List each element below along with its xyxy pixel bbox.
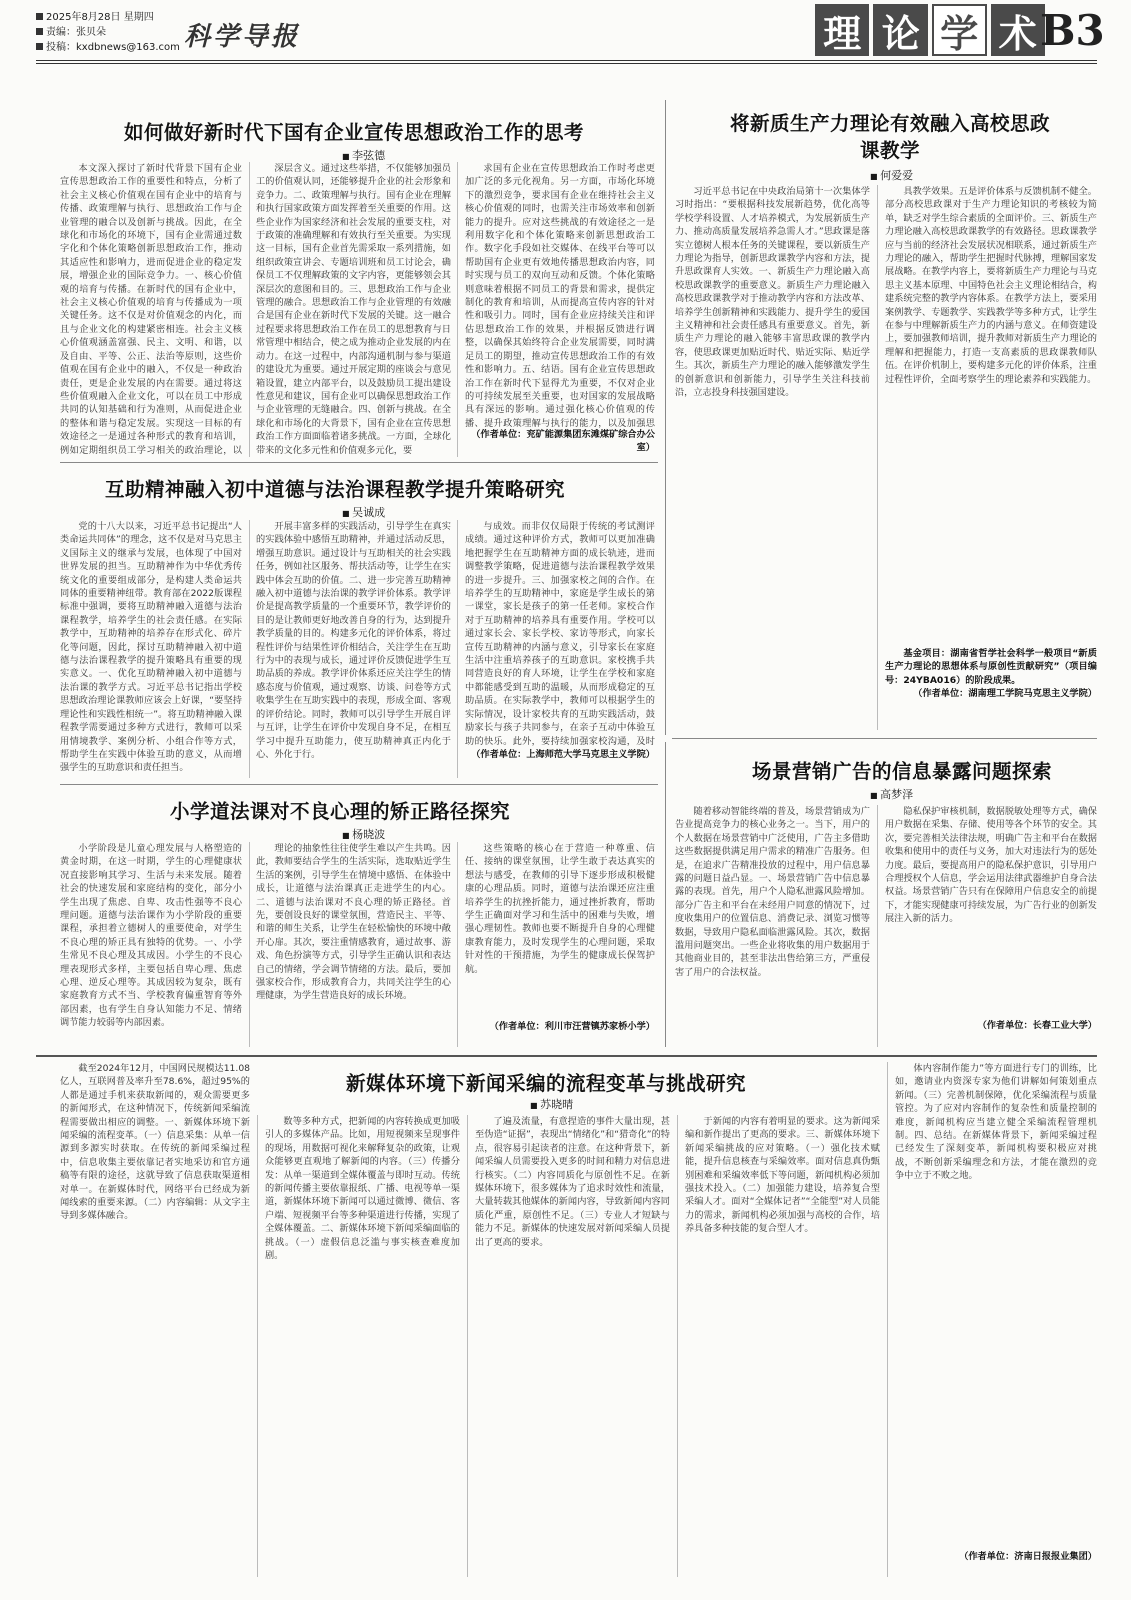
article-column: 深层含义。通过这些举措，不仅能够加强员工的价值观认同，还能够提升企业的社会形象和竞争力。二、政策理解与执行。国有企业在理解和执行国家政策方面发挥着至关重要的作用。这些企业作为国家经济和社会发展的重要支柱，对于政策的准确理解和有效执行至关重要。为实现这一目标，国有企业首先需采取一系列措施，如组织政策宣讲会、专题培训班和员工讨论会，确保员工不仅理解政策的文字内容，更能够领会其深层次的意图和目的。三、思想政治工作与企业管理的融合。思想政治工作与企业管理的有效融合是国有企业在新时代下发展的关键。这一融合过程要求将思想政治工作在员工的思想教育与日常管理中相结合，使之成为推动企业发展的内在动力。在这一过程中，内部沟通机制与参与渠道的建设尤为重要。通过开展定期的座谈会与意见箱设置，建立内部平台，以及鼓励员工提出建设性意见和建议，国有企业可以确保思想政治工作与企业管理的无缝融合。四、创新与挑战。在全球化和市场化的大背景下，国有企业在宣传思想政治工作方面面临着诸多挑战。一方面，全球化带来的文化多元性和价值观多元化，要 bbox=[256, 163, 451, 456]
section-char: 术 bbox=[991, 4, 1045, 56]
article-title: 如何做好新时代下国有企业宣传思想政治工作的思考 bbox=[124, 121, 585, 144]
section-char: 论 bbox=[873, 4, 927, 56]
article-column: 本文深入探讨了新时代背景下国有企业宣传思想政治工作的重要性和特点，分析了社会主义核心价值观在国有企业中的培育与传播、政策理解与执行、思想政治工作与企业管理的融合以及创新与挑战。因此，在全球化和市场化的环境下，国有企业需通过数字化和个体化策略创新思想政治工作，推动其适应性和影响力，进而促进企业的稳定发展，增强企业的国际竞争力。一、核心价值观的培育与传播。在新时代的国有企业中，社会主义核心价值观的培育与传播成为一项关键任务。这不仅是对价值观念的内化，而且与企业文化的构建紧密相连。社会主义核心价值观涵盖富强、民主、文明、和谐，以及自由、平等、公正、法治等原则，这些价值观在国有企业中的融入，不仅是一种政治责任，更是企业发展的内在需要。通过将这些价值观融入企业文化，可以在员工中形成共同的认知基础和行为准则，从而促进企业的整体和谐与稳定发展。实现这一目标的有效途径之一是通过各种形式的教育和培训，例如定期组织员工学习相关的政治理论，以 bbox=[60, 163, 242, 456]
newspaper-logo: 科学导报 bbox=[184, 22, 301, 52]
column-rule bbox=[257, 1115, 258, 1577]
article-divider bbox=[36, 1055, 1097, 1057]
masthead-meta bbox=[36, 10, 186, 55]
article-divider bbox=[672, 738, 1097, 739]
fund-note: 基金项目：湖南省哲学社会科学一般项目“新质生产力理论的思想体系与原创性贡献研究”（项目编号：24YBA016）的阶段成果。 bbox=[885, 648, 1097, 686]
page-number: B3 bbox=[1040, 6, 1105, 55]
article-column: 党的十八大以来，习近平总书记提出“人类命运共同体”的理念，这不仅是对马克思主义国际主义的继承与发展，也体现了中国对世界发展的担当。互助精神作为中华优秀传统文化的重要组成部分，是构建人类命运共同体的重要精神纽带。教育部在2022版课程标准中强调，要将互助精神融入道德与法治课程教学，培养学生的社会责任感。在实际教学中，互助精神的培养存在形式化、碎片化等问题，因此，探讨互助精神融入初中道德与法治课程教学的提升策略具有重要的现实意义。一、优化互助精神融入初中道德与法治课的教学方式。习近平总书记指出学校思想政治理论课教师应该会上好课，“要坚持理论性和实践性相统一”。将互助精神融入课程教学需要通过多种方式进行，教师可以采用情境教学、案例分析、小组合作等方式，帮助学生在实践中体验互助的意义，从而增强学生的互助意识和责任担当。 bbox=[60, 521, 242, 774]
author-affiliation: （作者单位：兖矿能源集团东滩煤矿综合办公室） bbox=[471, 429, 655, 454]
author-affiliation: （作者单位：上海师范大学马克思主义学院） bbox=[471, 749, 655, 760]
column-rule bbox=[467, 1115, 468, 1577]
article-column: 求国有企业在宣传思想政治工作时考虑更加广泛的多元化视角。另一方面，市场化环境下的激烈竞争，要求国有企业在维持社会主义核心价值观的同时，也需关注市场效率和创新能力的提升。应对这些挑战的有效途径之一是利用数字化和个体化策略来创新思想政治工作。数字化手段如社交媒体、在线平台等可以帮助国有企业更有效地传播思想政治内容，同时实现与员工的双向互动和反馈。个体化策略则意味着根据不同员工的背景和需求，提供定制化的教育和培训，从而提高宣传内容的针对性和吸引力。同时，国有企业应持续关注和评估思想政治工作的效果，并根据反馈进行调整，以确保其始终符合企业发展需要，同时满足员工的期望，推动宣传思想政治工作的有效性和影响力。五、结语。国有企业宣传思想政治工作在新时代下显得尤为重要，不仅对企业的可持续发展至关重要，也对国家的发展战略具有深远的影响。通过强化核心价值观的传播、提升政策理解与执行的能力，以及加强思 （作者单位：兖矿能源集团东滩煤矿综合办公室） bbox=[465, 163, 655, 454]
article-column: 这些策略的核心在于营造一种尊重、信任、接纳的课堂氛围，让学生敢于表达真实的想法与感受，在教师的引导下逐步形成积极健康的心理品质。同时，道德与法治课还应注重培养学生的抗挫折能力，通过挫折教育，帮助学生正确面对学习和生活中的困难与失败，增强心理韧性。教师也要不断提升自身的心理健康教育能力，及时发现学生的心理问题，采取针对性的干预措施，为学生的健康成长保驾护航。 （作者单位：利川市汪营镇苏家桥小学） bbox=[465, 843, 655, 1032]
article-title: 小学道法课对不良心理的矫正路径探究 bbox=[170, 800, 511, 823]
submission-email: 投稿：kxdbnews@163.com bbox=[36, 40, 186, 55]
section-char: 学 bbox=[932, 4, 987, 56]
article-column: 与成效。而非仅仅局限于传统的考试测评成绩。通过这种评价方式，教师可以更加准确地把握学生在互助精神方面的成长轨迹，进而调整教学策略，促进道德与法治课程教学效果的进一步提升。三、加强家校之间的合作。在培养学生的互助精神中，家庭是学生成长的第一课堂，家长是孩子的第一任老师。家校合作对于互助精神的培养具有重要作用。学校可以通过家长会、家长学校、家访等形式，向家长宣传互助精神的内涵与意义，引导家长在家庭生活中注重培养孩子的互助意识。家校携手共同营造良好的育人环境，让学生在学校和家庭中都能感受到互助的温暖，从而形成稳定的互助品质。在实际教学中，教师可以根据学生的实际情况，设计家校共育的互助实践活动，鼓励家长与孩子共同参与，在亲子互动中体验互助的快乐。此外，要持续加强家校沟通，及时 （作者单位：上海师范大学马克思主义学院） bbox=[465, 521, 655, 760]
section-title bbox=[815, 4, 1045, 56]
article-column: 小学阶段是儿童心理发展与人格塑造的黄金时期，在这一时期，学生的心理健康状况直接影响其学习、生活与未来发展。随着社会的快速发展和家庭结构的变化，部分小学生出现了焦虑、自卑、攻击性强等不良心理问题。道德与法治课作为小学阶段的重要课程，承担着立德树人的重要使命，对学生不良心理的矫正具有独特的优势。一、小学生常见不良心理及其成因。小学生的不良心理表现形式多样，主要包括自卑心理、焦虑心理、逆反心理等。其成因较为复杂，既有家庭教育方式不当、学校教育偏重智育等外部因素，也有学生自身认知能力不足、情绪调节能力较弱等内部因素。 bbox=[60, 843, 242, 1029]
article-author: ■ 何爱爱 bbox=[870, 167, 913, 183]
article-title: 互助精神融入初中道德与法治课程教学提升策略研究 bbox=[105, 478, 566, 501]
article-title: 新媒体环境下新闻采编的流程变革与挑战研究 bbox=[346, 1072, 747, 1095]
page-divider bbox=[665, 742, 666, 1047]
column-rule bbox=[457, 162, 458, 457]
article-column: 体内容制作能力”等方面进行专门的训练，比如，邀请业内资深专家为他们讲解如何策划重点新闻。（三）完善机制保障，优化采编流程与质量管控。为了应对内容制作的复杂性和质量控制的难度，新闻机构应当建立健全采编流程管理机制。四、总结。在新媒体背景下，新闻采编过程已经发生了深刻变革，新闻机构要积极应对挑战，不断创新采编理念和方法，才能在激烈的竞争中立于不败之地。 （作者单位：济南日报报业集团） bbox=[895, 1063, 1097, 1562]
article-column: 于新闻的内容有着明显的要求。这为新闻采编和新作提出了更高的要求。三、新媒体环境下新闻采编挑战的应对策略。（一）强化技术赋能，提升信息核查与采编效率。面对信息真伪甄别困难和采编效率低下等问题，新闻机构必须加强技术投入。（二）加强能力建设，培养复合型采编人才。面对“全媒体记者”“全能型”对人员能力的需求，新闻机构必须加强与高校的合作，培养具备多种技能的复合型人才。 bbox=[685, 1116, 880, 1235]
article-author: ■ 吴诚成 bbox=[342, 504, 385, 520]
article-column: 具教学效果。五是评价体系与反馈机制不健全。部分高校思政课对于生产力理论知识的考核较为简单，缺乏对学生综合素质的全面评价。三、新质生产力理论融入高校思政课教学的有效路径。思政课教学应与当前的经济社会发展状况相联系，通过新质生产力理论的融入，帮助学生把握时代脉搏，理解国家发展战略。在教学内容上，要将新质生产力理论与马克思主义基本原理、中国特色社会主义理论相结合，构建系统完整的教学内容体系。在教学方法上，要采用案例教学、专题教学、实践教学等多种方式，让学生在参与中理解新质生产力的内涵与意义。在师资建设上，要加强教师培训，提升教师对新质生产力理论的理解和把握能力，打造一支高素质的思政课教师队伍。在评价机制上，要构建多元化的评价体系，注重过程性评价，全面考察学生的理论素养和实践能力。 基金项目：湖南省哲学社会科学一般项目“新质生产力理论的思想体系与原创性贡献研究”（项目编号：24YBA016）的阶段成果。 （作者单位：湖南理工学院马克思主义学院） bbox=[885, 186, 1097, 700]
article-author: ■ 高梦泽 bbox=[870, 786, 913, 802]
column-rule bbox=[457, 842, 458, 1047]
editor-line: 责编：张贝朵 bbox=[36, 25, 186, 40]
article-divider bbox=[60, 462, 658, 463]
masthead-rule bbox=[36, 60, 1097, 64]
column-rule bbox=[887, 1062, 888, 1577]
article-author: ■ 李弦德 bbox=[342, 147, 385, 163]
column-rule bbox=[249, 842, 250, 1047]
article-title: 场景营销广告的信息暴露问题探索 bbox=[752, 760, 1053, 783]
article-divider bbox=[60, 784, 658, 785]
section-char: 理 bbox=[815, 4, 869, 56]
article-author: ■ 杨晓波 bbox=[342, 826, 385, 842]
article-author: ■ 苏晓晴 bbox=[530, 1096, 573, 1112]
issue-date: 2025年8月28日 星期四 bbox=[36, 10, 186, 25]
article-column: 隐私保护审核机制，数据脱敏处理等方式，确保用户数据在采集、存储、使用等各个环节的安全。其次，要完善相关法律法规，明确广告主和平台在数据收集和使用中的责任与义务，加大对违法行为的惩处力度。最后，要提高用户的隐私保护意识，引导用户合理授权个人信息，学会运用法律武器维护自身合法权益。场景营销广告只有在保障用户信息安全的前提下，才能实现健康可持续发展，为广告行业的创新发展注入新的活力。 （作者单位：长春工业大学） bbox=[885, 806, 1097, 1031]
article-column: 随着移动智能终端的普及，场景营销成为广告业提高竞争力的核心业务之一。当下，用户的个人数据在场景营销中广泛使用，广告主多借助这些数据提供满足用户需求的精准广告服务。但是，在追求广告精准投放的过程中，用户信息暴露的问题日益凸显。一、场景营销广告中信息暴露的表现。首先，用户个人隐私泄露风险增加。部分广告主和平台在未经用户同意的情况下，过度收集用户的位置信息、消费记录、浏览习惯等数据，导致用户隐私面临泄露风险。其次，数据滥用问题突出。一些企业将收集的用户数据用于其他商业目的，甚至非法出售给第三方，严重侵害了用户的合法权益。 bbox=[675, 806, 870, 978]
author-affiliation: （作者单位：湖南理工学院马克思主义学院） bbox=[913, 688, 1097, 700]
column-rule bbox=[677, 1115, 678, 1577]
column-rule bbox=[877, 805, 878, 1047]
article-column: 数等多种方式，把新闻的内容转换成更加吸引人的多媒体产品。比如，用短视频来呈现事件的现场，用数据可视化来解释复杂的政策，让观众能够更直观地了解新闻的内容。（三）传播分发：从单一渠道到全媒体覆盖与即时互动。传统的新闻传播主要依靠报纸、广播、电视等单一渠道，新媒体环境下新闻可以通过微博、微信、客户端、短视频平台等多种渠道进行传播，实现了全媒体覆盖。二、新媒体环境下新闻采编面临的挑战。（一）虚假信息泛滥与事实核查难度加剧。 bbox=[265, 1116, 460, 1262]
column-rule bbox=[877, 185, 878, 730]
article-column: 习近平总书记在中央政治局第十一次集体学习时指出：“要根据科技发展新趋势，优化高等学校学科设置、人才培养模式，为发展新质生产力、推动高质量发展培养急需人才。”思政课是落实立德树人根本任务的关键课程，要以新质生产力理论为指导，创新思政课教学内容和方法，提升思政课育人实效。一、新质生产力理论融入高校思政课教学的重要意义。新质生产力理论融入高校思政课教学对于推动教学内容和方法改革、培养学生创新精神和实践能力、提升学生的爱国主义精神和社会责任感具有重要意义。首先，新质生产力理论的融入能够丰富思政课的教学内容，使思政课更加贴近时代、贴近实际、贴近学生。其次，新质生产力理论的融入能够激发学生的创新意识和创新能力，引导学生关注科技前沿，立志投身科技强国建设。 bbox=[675, 186, 870, 399]
article-column: 理论的抽象性往往使学生难以产生共鸣。因此，教师要结合学生的生活实际，选取贴近学生生活的案例，引导学生在情境中感悟、在体验中成长，让道德与法治课真正走进学生的内心。二、道德与法治课对不良心理的矫正路径。首先，要创设良好的课堂氛围，营造民主、平等、和谐的师生关系，让学生在轻松愉快的环境中敞开心扉。其次，要注重情感教育，通过故事、游戏、角色扮演等方式，引导学生正确认识和表达自己的情绪，学会调节情绪的方法。最后，要加强家校合作，形成教育合力，共同关注学生的心理健康，为学生营造良好的成长环境。 bbox=[256, 843, 451, 1002]
column-rule bbox=[249, 520, 250, 778]
author-affiliation: （作者单位：利川市汪营镇苏家桥小学） bbox=[489, 1021, 655, 1032]
article-column: 开展丰富多样的实践活动，引导学生在真实的实践体验中感悟互助精神，并通过活动反思，增强互助意识。通过设计与互助相关的社会实践任务，例如社区服务、帮扶活动等，让学生在实践中体会互助的价值。二、进一步完善互助精神融入初中道德与法治课的教学评价体系。教学评价是提高教学质量的一个重要环节，教学评价的目的是让教师更好地改善自身的行为，达到提升教学质量的目的。构建多元化的评价体系，将过程性评价与结果性评价相结合，关注学生在互助行为中的表现与成长，通过评价反馈促进学生互助品质的养成。教学评价体系还应关注学生的情感态度与价值观，通过观察、访谈、问卷等方式收集学生在互助实践中的表现，形成全面、客观的评价结论。同时，教师可以引导学生开展自评与互评，让学生在评价中发现自身不足，在相互学习中提升互助能力，使互助精神真正内化于心、外化于行。 bbox=[256, 521, 451, 760]
article-column: 截至2024年12月，中国网民规模达11.08亿人，互联网普及率升至78.6%，超过95%的人都是通过手机来获取新闻的，观众需要更多的新闻形式，在这种情况下，传统新闻采编流程需要做出相应的调整。一、新媒体环境下新闻采编的流程变革。（一）信息采集：从单一信源到多源实时获取。在传统的新闻采编过程中，信息收集主要依靠记者实地采访和官方通稿等有限的途径，这就导致了信息获取渠道相对单一。在新媒体时代，网络平台已经成为新闻线索的重要来源。（二）内容编辑：从文字主导到多媒体融合。 bbox=[60, 1063, 250, 1222]
article-title: 将新质生产力理论有效融入高校思政课教学 bbox=[729, 112, 1050, 162]
article-column: 了遍及流量，有意捏造的事件大量出现，甚至伪造“证据”，表现出“情绪化”和“猎奇化”的特点，很容易引起读者的注意。在这种背景下，新闻采编人员需要投入更多的时间和精力对信息进行核实。（二）内容同质化与原创性不足。在新媒体环境下，很多媒体为了追求时效性和流量，大量转载其他媒体的新闻内容，导致新闻内容同质化严重，原创性不足。（三）专业人才短缺与能力不足。新媒体的快速发展对新闻采编人员提出了更高的要求。 bbox=[475, 1116, 670, 1248]
author-affiliation: （作者单位：济南日报报业集团） bbox=[959, 1551, 1097, 1562]
column-rule bbox=[457, 520, 458, 778]
column-rule bbox=[249, 162, 250, 457]
page-divider bbox=[665, 100, 666, 735]
author-affiliation: （作者单位：长春工业大学） bbox=[977, 1020, 1097, 1031]
